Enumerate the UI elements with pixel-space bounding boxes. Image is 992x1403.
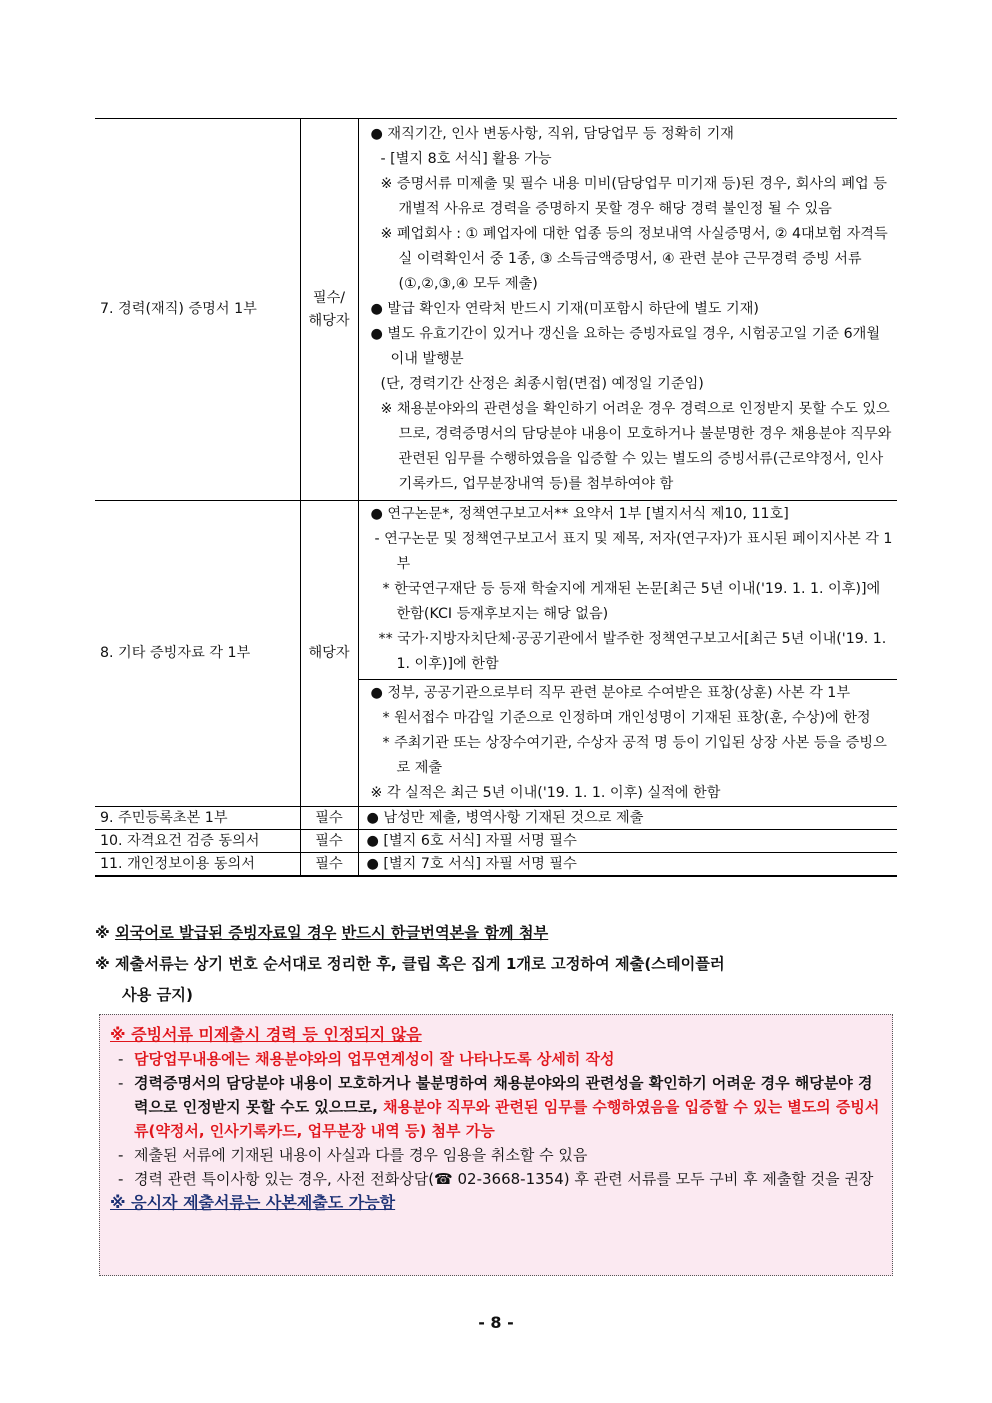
requirement-cell: 필수 xyxy=(300,853,358,877)
desc-line: ● 발급 확인자 연락처 반드시 기재(미포함시 하단에 별도 기재) xyxy=(370,301,759,317)
requirement-cell: 필수 xyxy=(300,807,358,830)
desc-line: ● 별도 유효기간이 있거나 갱신을 요하는 증빙자료일 경우, 시험공고일 기준 6개월 이내 발행분 xyxy=(370,326,881,367)
requirement-cell: 해당자 xyxy=(300,501,358,807)
important-notice-box xyxy=(99,1014,893,1276)
desc-line: ● 정부, 공공기관으로부터 직무 관련 분야로 수여받은 표창(상훈) 사본 각 1부 xyxy=(370,685,851,701)
desc-line: - 연구논문 및 정책연구보고서 표지 및 제목, 저자(연구자)가 표시된 페이지사본 각 1부 xyxy=(374,531,893,572)
desc-note: ※ 폐업회사 : ① 폐업자에 대한 업종 등의 정보내역 사실증명서, ② 4대보험 자격득실 이력확인서 중 1종, ③ 소득금액증명서, ④ 관련 분야 근무경력 증빙 서류(①,②,③,④ 모두 제출) xyxy=(380,226,888,292)
desc-footnote: * 한국연구재단 등 등재 학술지에 게재된 논문[최근 5년 이내('19. 1. 1. 이후)]에 한함(KCI 등재후보지는 해당 없음) xyxy=(382,581,881,622)
requirements-table-area xyxy=(95,118,897,877)
submission-documents-table xyxy=(95,118,897,877)
dash-mark: - xyxy=(118,1050,124,1068)
item-name-cell: 7. 경력(재직) 증명서 1부 xyxy=(95,119,300,501)
description-cell: ● [별지 7호 서식] 자필 서명 필수 xyxy=(358,853,897,877)
item-name-cell: 11. 개인정보이용 동의서 xyxy=(95,853,300,877)
notice-text: 제출된 서류에 기재된 내용이 사실과 다를 경우 임용을 취소할 수 있음 xyxy=(134,1146,588,1164)
desc-footnote: * 주최기관 또는 상장수여기관, 수상자 공적 명 등이 기입된 상장 사본 등을 증빙으로 제출 xyxy=(382,735,887,776)
notice-text: 경력증명서의 담당분야 내용이 모호하거나 불분명하여 채용분야와의 관련성을 확인하기 어려운 경우 해당분야 경력으로 인정받지 못할 수도 있으므로, xyxy=(134,1074,873,1116)
item-name-cell: 10. 자격요건 검증 동의서 xyxy=(95,830,300,853)
desc-line: ● 연구논문*, 정책연구보고서** 요약서 1부 [별지서식 제10, 11호] xyxy=(370,506,789,522)
note-ordering-line2: 사용 금지) xyxy=(122,986,193,1004)
desc-line: ● 재직기간, 인사 변동사항, 직위, 담당업무 등 정확히 기재 xyxy=(370,126,735,142)
notice-item xyxy=(110,1143,882,1167)
dash-mark: - xyxy=(118,1170,124,1188)
note-ordering-line1: ※ 제출서류는 상기 번호 순서대로 정리한 후, 클립 혹은 집게 1개로 고정하여 제출(스테이플러 xyxy=(95,955,725,973)
awards-section xyxy=(359,679,898,806)
table-row-8 xyxy=(95,501,897,807)
notice-title: ※ 증빙서류 미제출시 경력 등 인정되지 않음 xyxy=(110,1025,422,1044)
requirement-label: 필수/ 해당자 xyxy=(308,289,350,329)
notice-text: 경력 관련 특이사항 있는 경우, 사전 전화상담(☎ 02-3668-1354) 후 관련 서류를 모두 구비 후 제출할 것을 권장 xyxy=(134,1170,874,1188)
notice-text: 담당업무내용에는 채용분야와의 업무연계성이 잘 나타나도록 상세히 작성 xyxy=(134,1050,615,1068)
description-cell xyxy=(358,119,897,501)
description-cell: ● 남성만 제출, 병역사항 기재된 것으로 제출 xyxy=(358,807,897,830)
submission-notes xyxy=(95,918,897,1011)
notice-text-emphasis: 채용분야 직무와 관련된 임무를 수행하였음을 입증할 수 있는 별도의 증빙서류(약정서, 인사기록카드, 업무분장 내역 등) 첨부 가능 xyxy=(134,1098,880,1140)
requirement-cell: 필수 xyxy=(300,830,358,853)
notice-footer: ※ 응시자 제출서류는 사본제출도 가능함 xyxy=(110,1193,396,1212)
note-foreign-documents xyxy=(95,918,897,949)
item-name-cell: 8. 기타 증빙자료 각 1부 xyxy=(95,501,300,807)
desc-footnote: * 원서접수 마감일 기준으로 인정하며 개인성명이 기재된 표창(훈, 수상)에 한정 xyxy=(382,710,871,726)
desc-note: ※ 채용분야와의 관련성을 확인하기 어려운 경우 경력으로 인정받지 못할 수도 있으므로, 경력증명서의 담당분야 내용이 모호하거나 불분명한 경우 채용분야 직무와 관련된 임무를 수행하였음을 입증할 수 있는 별도의 증빙서류(근로약정서, 인사기록카드, 업무분장내역 등)를 첨부하여야 함 xyxy=(380,401,892,492)
desc-note: ※ 각 실적은 최근 5년 이내('19. 1. 1. 이후) 실적에 한함 xyxy=(370,785,721,801)
table-row-7 xyxy=(95,119,897,501)
table-row-9 xyxy=(95,807,897,830)
note-mark: ※ xyxy=(95,924,116,942)
dash-mark: - xyxy=(118,1074,124,1092)
notice-item xyxy=(110,1047,882,1071)
table-row-10 xyxy=(95,830,897,853)
note-underlined-a: 외국어로 발급된 증빙자료일 경우 xyxy=(115,924,337,942)
desc-footnote: ** 국가·지방자치단체·공공기관에서 발주한 정책연구보고서[최근 5년 이내('19. 1. 1. 이후)]에 한함 xyxy=(378,631,887,672)
description-cell: ● [별지 6호 서식] 자필 서명 필수 xyxy=(358,830,897,853)
item-name-cell: 9. 주민등록초본 1부 xyxy=(95,807,300,830)
notice-item xyxy=(110,1167,882,1191)
dash-mark: - xyxy=(118,1146,124,1164)
notice-item xyxy=(110,1071,882,1143)
description-cell xyxy=(358,501,897,807)
note-underlined-b: 반드시 한글번역본을 함께 첨부 xyxy=(341,924,549,942)
papers-section xyxy=(367,501,894,679)
desc-line: (단, 경력기간 산정은 최종시험(면접) 예정일 기준임) xyxy=(380,376,704,392)
table-row-11 xyxy=(95,853,897,877)
desc-note: ※ 증명서류 미제출 및 필수 내용 미비(담당업무 미기재 등)된 경우, 회사의 폐업 등 개별적 사유로 경력을 증명하지 못할 경우 해당 경력 불인정 될 수 있음 xyxy=(380,176,887,217)
requirement-cell xyxy=(300,119,358,501)
page-number: - 8 - xyxy=(478,1313,514,1332)
desc-line: - [별지 8호 서식] 활용 가능 xyxy=(380,151,552,167)
